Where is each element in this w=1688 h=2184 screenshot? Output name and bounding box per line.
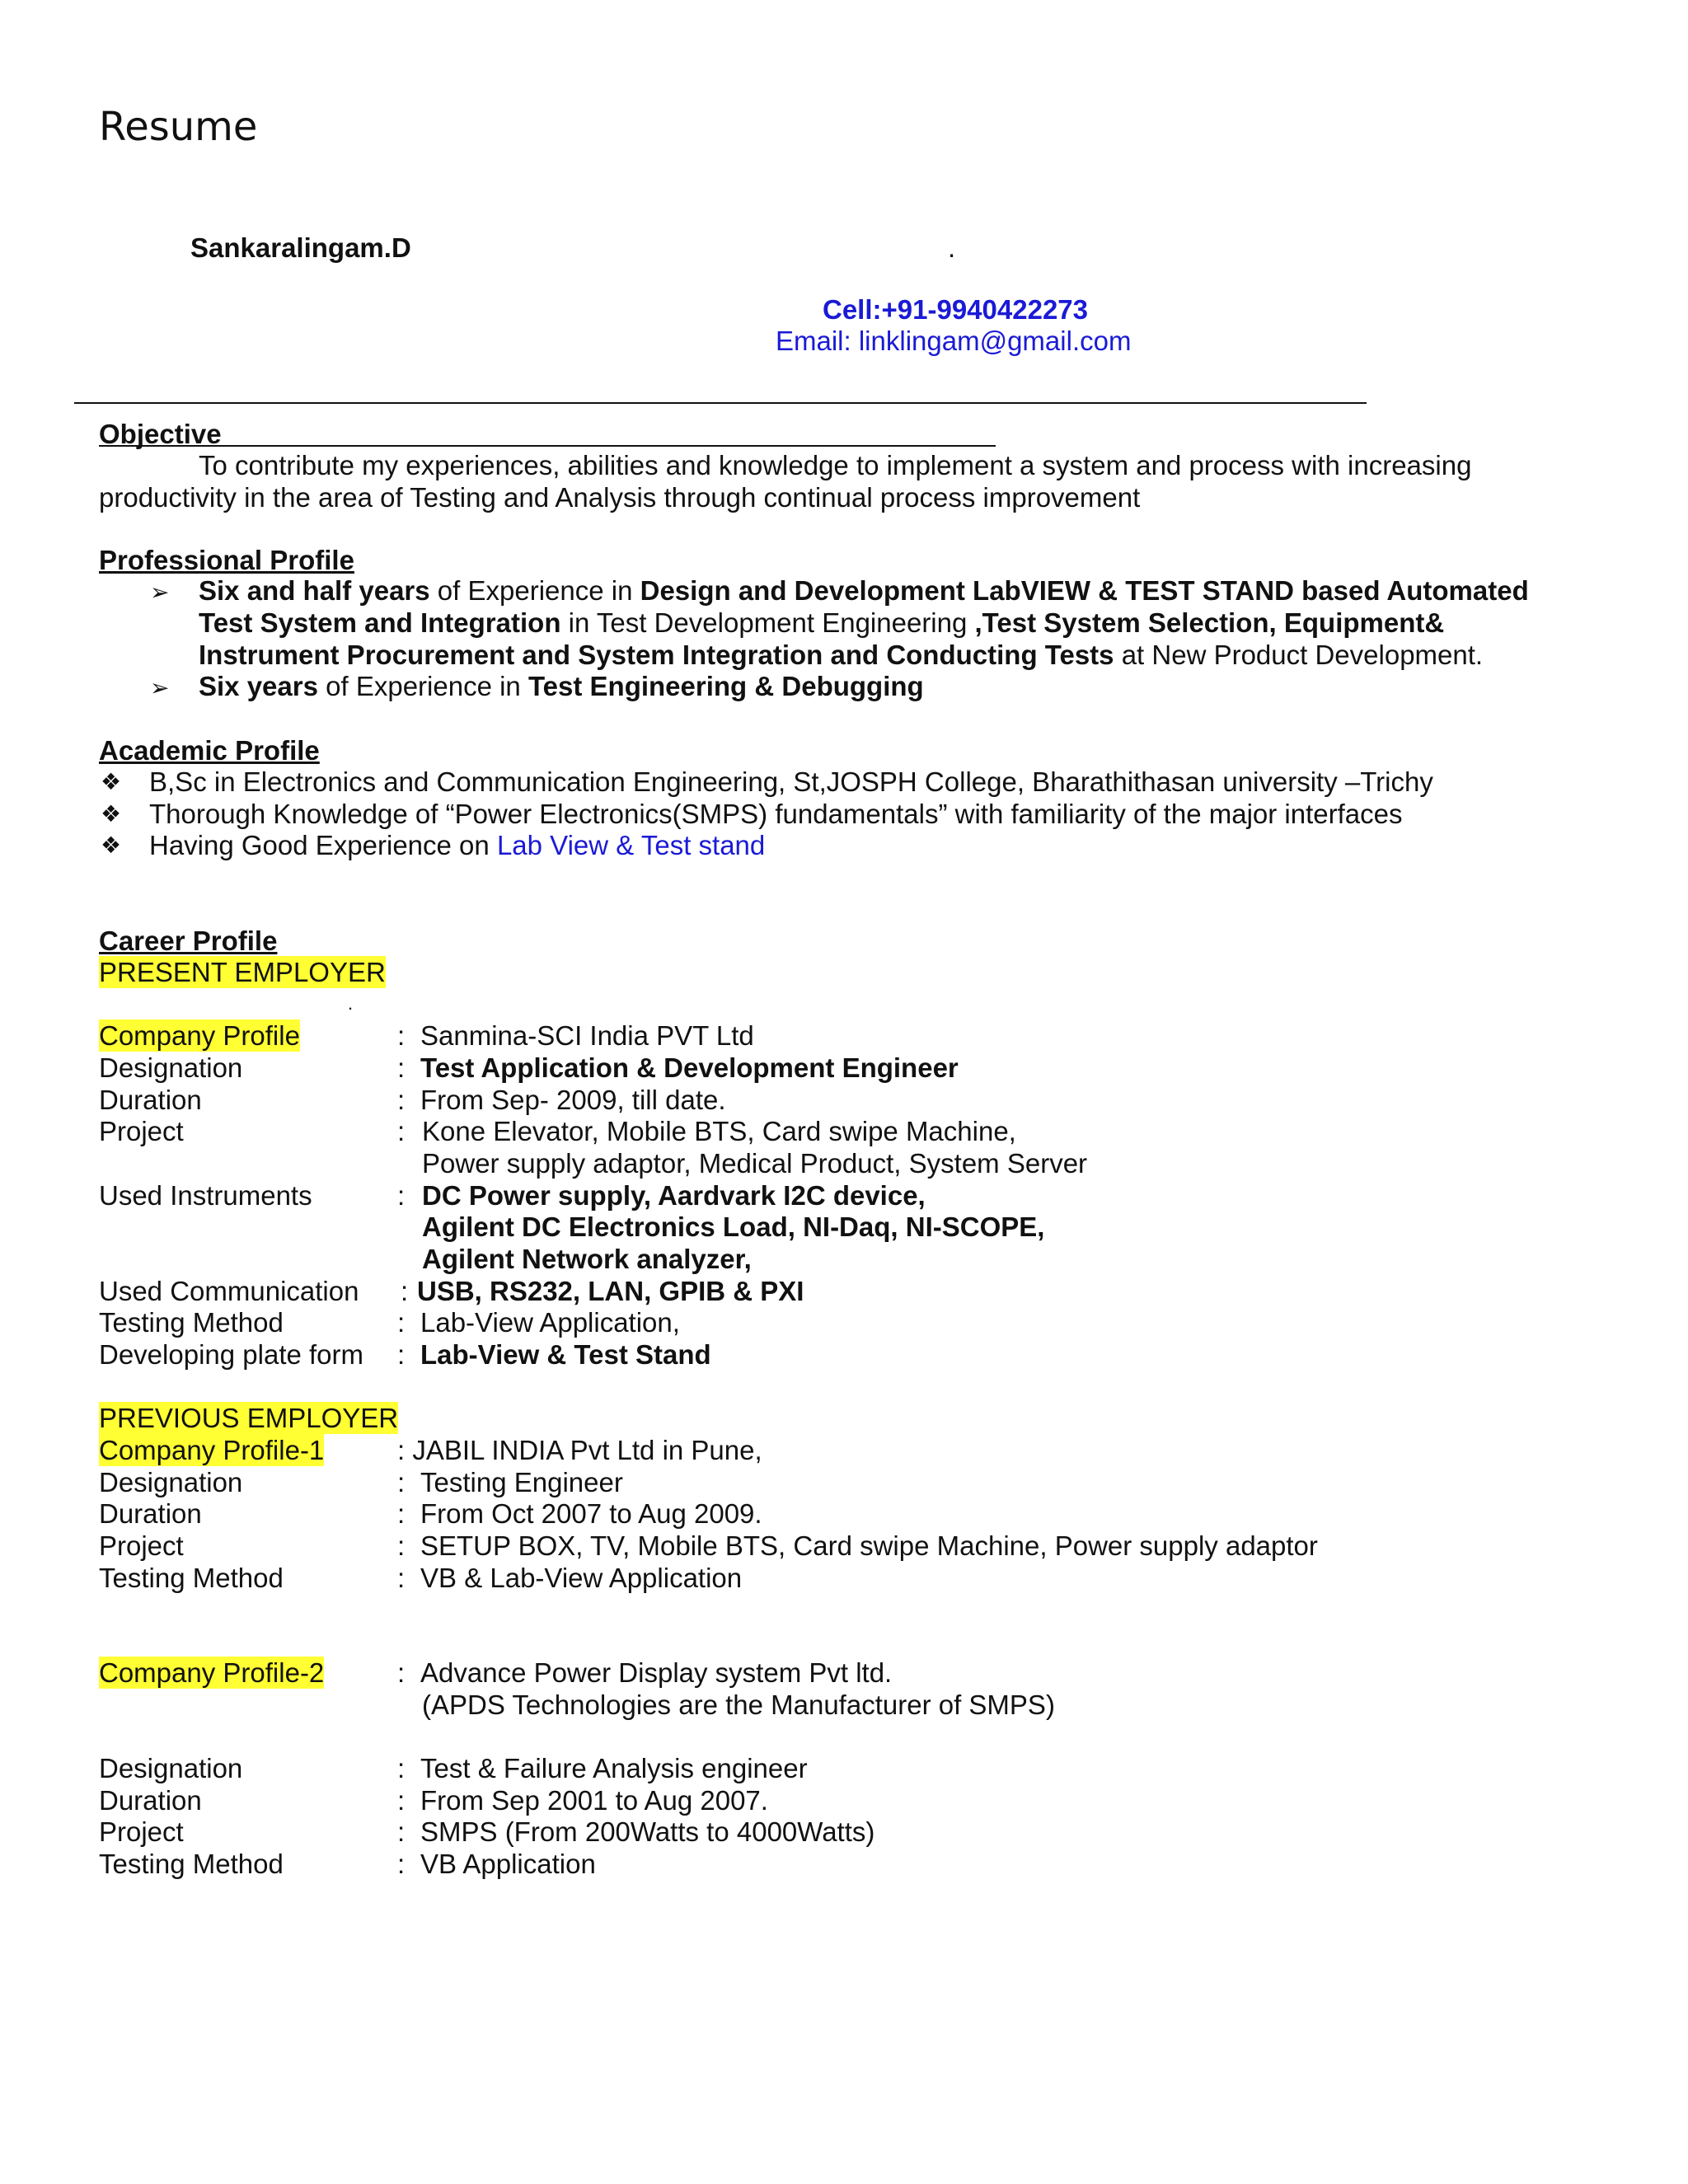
small-dot: . xyxy=(348,993,354,1014)
company-profile-2-value-line1: Advance Power Display system Pvt ltd. xyxy=(420,1657,893,1688)
colon: : xyxy=(401,1276,409,1306)
colon: : xyxy=(397,1180,406,1211)
bold-text: Instrument Procurement and System Integration and Conducting Tests xyxy=(199,640,1114,670)
duration-label: Duration xyxy=(99,1085,202,1115)
text: at New Product Development. xyxy=(1114,640,1484,670)
company-profile-1-label: Company Profile-1 xyxy=(99,1435,325,1465)
communication-label: Used Communication xyxy=(99,1276,359,1306)
bold-text: Test System and Integration xyxy=(199,607,561,638)
duration-value: From Sep- 2009, till date. xyxy=(420,1085,726,1115)
header-divider xyxy=(74,402,1367,404)
objective-text-line2: productivity in the area of Testing and Analysis through continual process improvement xyxy=(99,482,1141,513)
objective-underline xyxy=(99,445,996,447)
project-label: Project xyxy=(99,1816,184,1847)
objective-text-line1: To contribute my experiences, abilities and knowledge to implement a system and process with increasing xyxy=(199,450,1472,480)
text: Having Good Experience on xyxy=(149,830,497,860)
company-profile-1-value: : JABIL INDIA Pvt Ltd in Pune, xyxy=(397,1435,762,1465)
diamond-bullet-icon: ❖ xyxy=(101,801,122,827)
present-employer-label: PRESENT EMPLOYER xyxy=(99,957,386,987)
previous-employer-label: PREVIOUS EMPLOYER xyxy=(99,1403,399,1433)
duration-value: From Oct 2007 to Aug 2009. xyxy=(420,1498,762,1529)
instruments-value-line3: Agilent Network analyzer, xyxy=(422,1244,752,1274)
professional-profile-heading: Professional Profile xyxy=(99,545,354,575)
career-profile-heading: Career Profile xyxy=(99,926,278,956)
colon: : xyxy=(397,1052,406,1083)
colon: : xyxy=(397,1020,406,1051)
communication-value: USB, RS232, LAN, GPIB & PXI xyxy=(417,1276,804,1306)
designation-label: Designation xyxy=(99,1467,243,1497)
bold-text: ,Test System Selection, Equipment& xyxy=(974,607,1445,638)
colon: : xyxy=(397,1530,406,1561)
academic-item2: Thorough Knowledge of “Power Electronics(SMPS) fundamentals” with familiarity of the major interfaces xyxy=(149,799,1403,829)
designation-label: Designation xyxy=(99,1052,243,1083)
colon: : xyxy=(397,1753,406,1783)
platform-value: Lab-View & Test Stand xyxy=(420,1339,711,1370)
project-label: Project xyxy=(99,1530,184,1561)
objective-heading: Objective xyxy=(99,419,222,449)
bold-text: Six and half years xyxy=(199,575,430,606)
diamond-bullet-icon: ❖ xyxy=(101,769,122,794)
academic-item1: B,Sc in Electronics and Communication Engineering, St,JOSPH College, Bharathithasan university –Trichy xyxy=(149,766,1433,797)
professional-item1-line3 xyxy=(199,639,1483,671)
project-value: SMPS (From 200Watts to 4000Watts) xyxy=(420,1816,875,1847)
professional-item1-line1 xyxy=(199,574,1529,607)
text: of Experience in xyxy=(429,575,640,606)
document-title: Resume xyxy=(99,104,258,150)
text: of Experience in xyxy=(317,671,528,701)
colon: : xyxy=(397,1849,406,1879)
designation-label: Designation xyxy=(99,1753,243,1783)
duration-label: Duration xyxy=(99,1785,202,1816)
platform-label: Developing plate form xyxy=(99,1339,364,1370)
testing-method-label: Testing Method xyxy=(99,1563,284,1593)
bold-text: Test Engineering & Debugging xyxy=(528,671,924,701)
colon: : xyxy=(397,1563,406,1593)
company-profile-2-label: Company Profile-2 xyxy=(99,1657,325,1688)
company-profile-2-value-line2: (APDS Technologies are the Manufacturer of SMPS) xyxy=(422,1690,1055,1720)
project-label: Project xyxy=(99,1116,184,1146)
instruments-value-line1: DC Power supply, Aardvark I2C device, xyxy=(422,1180,926,1211)
academic-item3 xyxy=(149,829,765,861)
duration-value: From Sep 2001 to Aug 2007. xyxy=(420,1785,768,1816)
arrow-bullet-icon: ➢ xyxy=(150,675,170,701)
testing-method-value: VB Application xyxy=(420,1849,596,1879)
project-value-line1: Kone Elevator, Mobile BTS, Card swipe Machine, xyxy=(422,1116,1016,1146)
colon: : xyxy=(397,1085,406,1115)
header-dot: . xyxy=(948,232,956,263)
company-profile-label: Company Profile xyxy=(99,1020,300,1051)
project-value-line2: Power supply adaptor, Medical Product, System Server xyxy=(422,1148,1088,1179)
colon: : xyxy=(397,1785,406,1816)
project-value: SETUP BOX, TV, Mobile BTS, Card swipe Machine, Power supply adaptor xyxy=(420,1530,1318,1561)
text: in Test Development Engineering xyxy=(560,607,975,638)
designation-value: Test & Failure Analysis engineer xyxy=(420,1753,808,1783)
testing-method-label: Testing Method xyxy=(99,1849,284,1879)
instruments-label: Used Instruments xyxy=(99,1180,312,1211)
colon: : xyxy=(397,1116,406,1146)
diamond-bullet-icon: ❖ xyxy=(101,832,122,858)
arrow-bullet-icon: ➢ xyxy=(150,579,170,605)
company-profile-value: Sanmina-SCI India PVT Ltd xyxy=(420,1020,754,1051)
testing-method-value: Lab-View Application, xyxy=(420,1307,680,1338)
labview-link[interactable]: Lab View & Test stand xyxy=(496,830,766,860)
cell-number: Cell:+91-9940422273 xyxy=(823,294,1089,325)
colon: : xyxy=(397,1467,406,1497)
candidate-name: Sankaralingam.D xyxy=(190,232,411,263)
testing-method-value: VB & Lab-View Application xyxy=(420,1563,743,1593)
email-address: Email: linklingam@gmail.com xyxy=(776,326,1132,356)
designation-value: Testing Engineer xyxy=(420,1467,623,1497)
colon: : xyxy=(397,1657,406,1688)
colon: : xyxy=(397,1816,406,1847)
instruments-value-line2: Agilent DC Electronics Load, NI-Daq, NI-SCOPE, xyxy=(422,1212,1045,1242)
colon: : xyxy=(397,1307,406,1338)
academic-profile-heading: Academic Profile xyxy=(99,735,320,766)
professional-item2 xyxy=(199,670,924,702)
duration-label: Duration xyxy=(99,1498,202,1529)
testing-method-label: Testing Method xyxy=(99,1307,284,1338)
colon: : xyxy=(397,1339,406,1370)
professional-item1-line2 xyxy=(199,607,1444,639)
colon: : xyxy=(397,1498,406,1529)
bold-text: Six years xyxy=(199,671,318,701)
designation-value: Test Application & Development Engineer xyxy=(420,1052,959,1083)
bold-text: Design and Development LabVIEW & TEST STAND based Automated xyxy=(640,575,1529,606)
